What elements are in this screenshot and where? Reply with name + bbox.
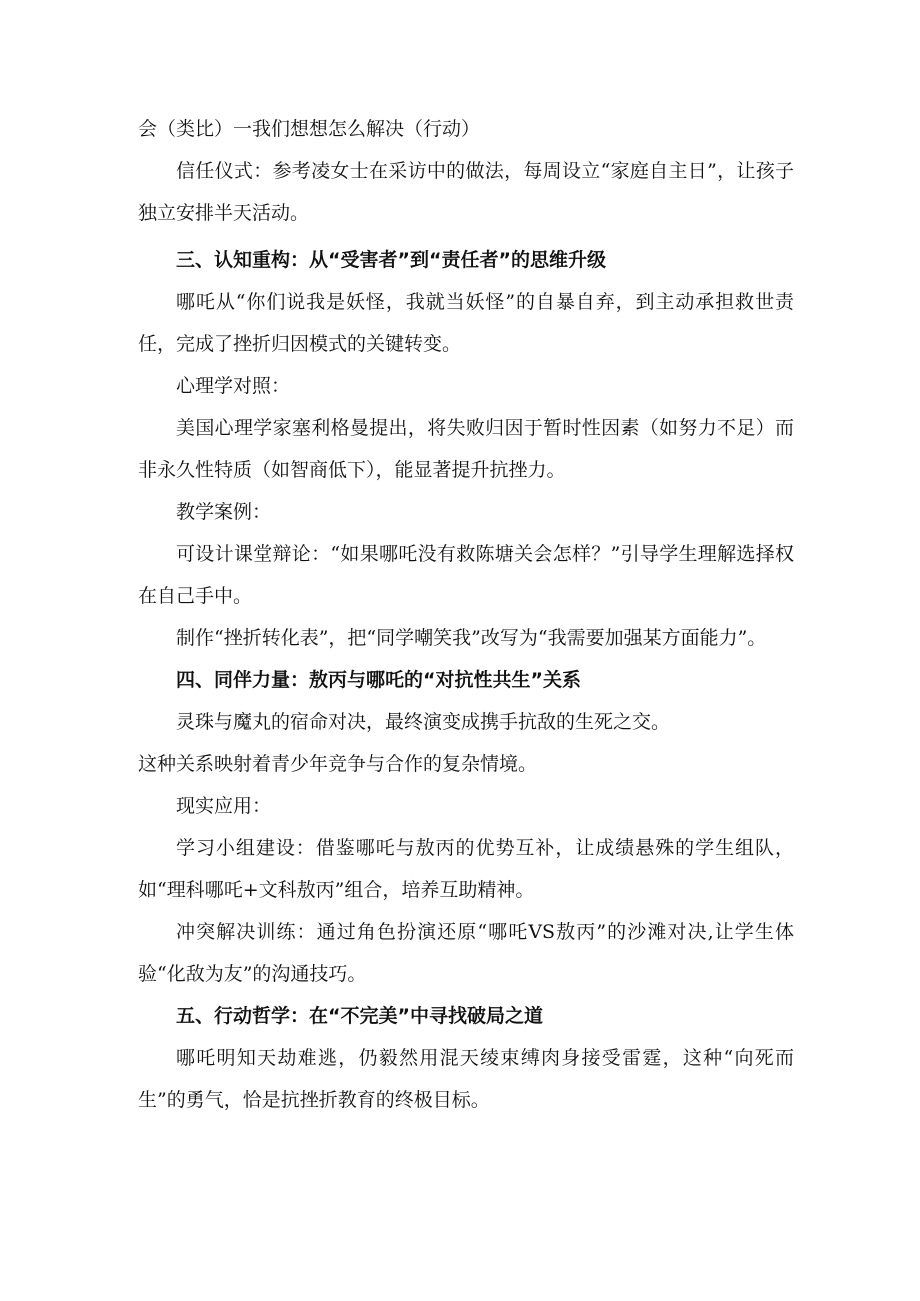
section-heading-five: 五、行动哲学：在“不完美”中寻找破局之道 xyxy=(176,1005,543,1027)
document-body xyxy=(138,108,794,1121)
paragraph-action-philosophy: 哪吒明知天劫难逃，仍毅然用混天绫束缚肉身接受雷霆，这种“向死而生”的勇气，恰是抗挫折教育的终极目标。 xyxy=(138,1047,794,1111)
paragraph-study-groups: 学习小组建设：借鉴哪吒与敖丙的优势互补，让成绩悬殊的学生组队，如“理科哪吒+文科敖丙”组合，培养互助精神。 xyxy=(138,837,794,901)
paragraph-psychology-label: 心理学对照： xyxy=(176,375,291,397)
paragraph-seligman: 美国心理学家塞利格曼提出，将失败归因于暂时性因素（如努力不足）而非永久性特质（如智商低下），能显著提升抗挫力。 xyxy=(138,417,794,481)
paragraph-relationship-mapping: 这种关系映射着青少年竞争与合作的复杂情境。 xyxy=(138,753,538,775)
paragraph-conflict-training: 冲突解决训练：通过角色扮演还原“哪吒VS敖丙”的沙滩对决,让学生体验“化敌为友”的沟通技巧。 xyxy=(138,921,794,985)
paragraph-classroom-debate: 可设计课堂辩论：“如果哪吒没有救陈塘关会怎样？”引导学生理解选择权在自己手中。 xyxy=(138,543,794,607)
paragraph-teaching-case-label: 教学案例： xyxy=(176,501,272,523)
paragraph-trust-ritual: 信任仪式：参考凌女士在采访中的做法，每周设立“家庭自主日”，让孩子独立安排半天活动。 xyxy=(138,160,794,224)
paragraph-continuation: 会（类比）一我们想想怎么解决（行动） xyxy=(138,118,481,140)
paragraph-pearl-and-pill: 灵珠与魔丸的宿命对决，最终演变成携手抗敌的生死之交。 xyxy=(176,711,671,733)
section-heading-three: 三、认知重构：从“受害者”到“责任者”的思维升级 xyxy=(176,249,606,271)
section-heading-four: 四、同伴力量：敖丙与哪吒的“对抗性共生”关系 xyxy=(176,669,581,691)
paragraph-application-label: 现实应用： xyxy=(176,795,272,817)
paragraph-nezha-turning-point: 哪吒从“你们说我是妖怪，我就当妖怪”的自暴自弃，到主动承担救世责任，完成了挫折归因模式的关键转变。 xyxy=(138,291,794,355)
paragraph-frustration-table: 制作“挫折转化表”，把“同学嘲笑我”改写为“我需要加强某方面能力”。 xyxy=(176,627,767,649)
